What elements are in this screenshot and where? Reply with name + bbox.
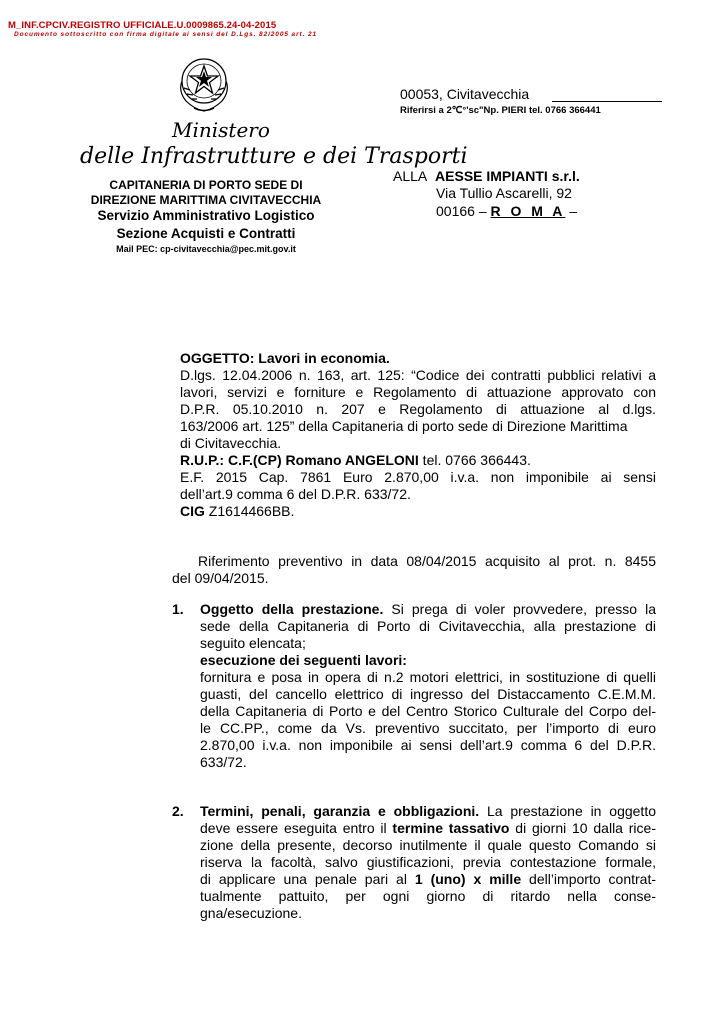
date-blank-line <box>552 101 662 102</box>
subject-title: OGGETTO: Lavori in economia. <box>180 350 390 366</box>
italian-republic-emblem-icon <box>172 52 236 114</box>
section2-line: riserva la facoltà, salvo giustificazioni, previa contestazione formale, <box>200 854 656 870</box>
subject-line: D.lgs. 12.04.2006 n. 163, art. 125: “Codice dei contratti pubblici relativi a <box>180 367 656 383</box>
subject-line: lavori, servizi e forniture e Regolamento di attuazione approvato con <box>180 384 656 400</box>
section2-intro: Termini, penali, garanzia e obbligazioni. La prestazione in oggetto <box>200 803 656 819</box>
section2-line: zione della presente, decorso inutilmente il quale questo Comando si <box>200 837 656 853</box>
section2-line: deve essere eseguita entro il termine tassativo di giorni 10 dalla rice- <box>200 820 656 836</box>
protocol-stamp: M_INF.CPCIV.REGISTRO UFFICIALE.U.0009865.24-04-2015 <box>8 20 277 31</box>
office-name-line1: CAPITANERIA DI PORTO SEDE DI <box>109 178 303 192</box>
work-line: fornitura e posa in opera di n.2 motori elettrici, in sostituzione di quelli <box>200 669 656 685</box>
office-name-line2: DIREZIONE MARITTIMA CIVITAVECCHIA <box>90 193 322 207</box>
place-date: 00053, Civitavecchia <box>400 86 530 102</box>
section1-line: sede della Capitaneria di Porto di Civitavecchia, alla prestazione di <box>200 618 656 634</box>
subject-line: di Civitavecchia. <box>180 435 282 451</box>
quote-reference <box>172 553 656 587</box>
budget-line: E.F. 2015 Cap. 7861 Euro 2.870,00 i.v.a. non imponibile ai sensi <box>180 469 656 485</box>
section1-intro: Oggetto della prestazione. Si prega di voler provvedere, presso la <box>200 601 656 617</box>
budget-line: dell’art.9 comma 6 del D.P.R. 633/72. <box>180 486 411 502</box>
section1-line: seguito elencata; <box>200 635 306 651</box>
subject-line: 163/2006 art. 125” della Capitaneria di porto sede di Direzione Marittima <box>180 418 628 434</box>
recipient-name: ALLA AESSE IMPIANTI s.r.l. <box>393 168 580 184</box>
section2-line: tualmente pattuito, per ogni giorno di ritardo nella conse- <box>200 888 656 904</box>
recipient-street: Via Tullio Ascarelli, 92 <box>436 185 572 201</box>
section2-body <box>200 803 656 922</box>
digital-signature-note: Documento sottoscritto con firma digitale ai sensi del D.Lgs. 82/2005 art. 21 <box>14 31 318 38</box>
section-name: Sezione Acquisti e Contratti <box>116 226 296 241</box>
ministry-subtitle: delle Infrastrutture e dei Trasporti <box>80 144 468 169</box>
cig-line: CIG Z1614466BB. <box>180 503 295 519</box>
work-line: 633/72. <box>200 754 247 770</box>
rup-line: R.U.P.: C.F.(CP) Romano ANGELONI tel. 0766 366443. <box>180 452 531 468</box>
work-line: 2.870,00 i.v.a. non imponibile ai sensi dell’art.9 comma 6 del D.P.R. <box>200 737 656 753</box>
quote-reference-line: del 09/04/2015. <box>172 570 269 586</box>
reference-line: Riferirsi a 2℃°'sc"Np. PIERI tel. 0766 366441 <box>400 105 601 116</box>
subject-block <box>180 350 656 520</box>
ministry-title: Ministero <box>172 118 270 142</box>
pec-email: Mail PEC: cp-civitavecchia@pec.mit.gov.it <box>116 244 296 254</box>
quote-reference-line: Riferimento preventivo in data 08/04/2015 acquisito al prot. n. 8455 <box>198 553 656 569</box>
section2-line: di applicare una penale pari al 1 (uno) x mille dell’importo contrat- <box>200 871 656 887</box>
work-line: guasti, del cancello elettrico di ingresso del Distaccamento C.E.M.M. <box>200 686 656 702</box>
section2-number: 2. <box>172 803 184 819</box>
section1-subtitle: esecuzione dei seguenti lavori: <box>200 652 407 668</box>
work-line: della Capitaneria di Porto e del Centro Storico Culturale del Corpo del- <box>200 703 656 719</box>
section2-line: gna/esecuzione. <box>200 905 302 921</box>
work-line: le CC.PP., come da Vs. preventivo succitato, per l’importo di euro <box>200 720 656 736</box>
service-name: Servizio Amministrativo Logistico <box>97 208 315 223</box>
recipient-city: 00166 – R O M A – <box>436 203 578 219</box>
subject-line: D.P.R. 05.10.2010 n. 207 e Regolamento di attuazione al d.lgs. <box>180 401 656 417</box>
section1-number: 1. <box>172 601 184 617</box>
section1-body <box>200 601 656 771</box>
